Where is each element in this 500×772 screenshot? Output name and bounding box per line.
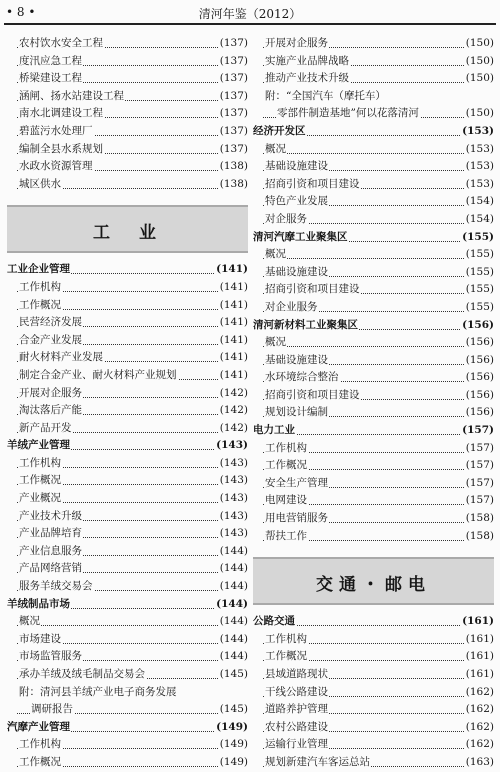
toc-entry[interactable] (7, 472, 248, 490)
toc-entry-title: 规划设计编制 (265, 406, 328, 419)
toc-entry[interactable] (253, 105, 494, 123)
toc-section-entry[interactable] (253, 229, 494, 247)
toc-entry[interactable] (253, 281, 494, 299)
toc-entry-title: 工业企业管理 (7, 263, 70, 276)
toc-entry-page: (144) (219, 543, 248, 561)
toc-entry-page: (153) (465, 176, 494, 194)
toc-entry-title: 开展对企服务 (19, 386, 82, 399)
toc-entry-page: (156) (465, 387, 494, 405)
toc-entry-page: (142) (219, 385, 248, 403)
toc-entry-title: 工作机构 (19, 456, 61, 469)
toc-entry[interactable] (7, 490, 248, 508)
book-title: 清河年鉴（2012） (198, 7, 302, 21)
toc-entry-title: 水政水资源管理 (19, 160, 93, 173)
toc-entry[interactable] (253, 631, 494, 649)
toc-entry-title: 度汛应急工程 (19, 54, 82, 67)
toc-entry-page: (158) (465, 528, 494, 546)
toc-entry-page: (161) (465, 666, 494, 684)
toc-entry-page: (156) (465, 404, 494, 422)
toc-entry-page: (145) (219, 666, 248, 684)
toc-entry[interactable] (253, 88, 494, 106)
toc-entry[interactable] (253, 299, 494, 317)
toc-entry[interactable] (7, 701, 248, 719)
toc-entry-title: 合金产业发展 (19, 333, 82, 346)
toc-entry[interactable] (7, 349, 248, 367)
toc-entry-title: 电网建设 (265, 494, 307, 507)
toc-entry-page: (157) (465, 440, 494, 458)
toc-entry-page: (137) (219, 88, 248, 106)
toc-entry[interactable] (253, 264, 494, 282)
toc-right-column (253, 35, 494, 772)
toc-entry-title: 羊绒产业管理 (7, 439, 70, 452)
toc-entry-title: 耐火材料产业发展 (19, 351, 103, 364)
toc-entry-title: 工作机构 (19, 738, 61, 751)
toc-entry-title: 经济开发区 (253, 124, 306, 137)
toc-entry[interactable] (7, 420, 248, 438)
toc-entry-title: 民营经济发展 (19, 316, 82, 329)
section-banner (253, 557, 494, 605)
toc-section-entry[interactable] (7, 719, 248, 737)
toc-entry-title: 调研报告 (31, 703, 73, 716)
toc-entry[interactable] (253, 193, 494, 211)
toc-entry-page: (143) (219, 525, 248, 543)
toc-entry-page: (143) (219, 472, 248, 490)
toc-entry-title: 运输行业管理 (265, 738, 328, 751)
toc-entry-page: (150) (465, 105, 494, 123)
toc-section-entry[interactable] (7, 437, 248, 455)
toc-entry[interactable] (7, 613, 248, 631)
toc-entry[interactable] (253, 53, 494, 71)
toc-entry-page: (143) (219, 490, 248, 508)
toc-entry[interactable] (253, 736, 494, 754)
toc-entry-page: (153) (461, 123, 494, 141)
toc-entry-title: 工作机构 (265, 441, 307, 454)
toc-entry-page: (149) (219, 736, 248, 754)
toc-entry[interactable] (253, 176, 494, 194)
toc-entry-title: 开展对企服务 (265, 37, 328, 49)
toc-entry-page: (143) (219, 455, 248, 473)
toc-entry[interactable] (253, 369, 494, 387)
toc-entry-page: (144) (219, 631, 248, 649)
toc-entry-page: (154) (465, 193, 494, 211)
toc-entry-page: (156) (465, 352, 494, 370)
toc-entry[interactable] (7, 648, 248, 666)
toc-entry-title: 概况 (19, 615, 40, 628)
toc-entry[interactable] (253, 387, 494, 405)
toc-entry-title: 基础设施建设 (265, 160, 328, 173)
toc-entry-page: (137) (219, 141, 248, 159)
toc-entry[interactable] (253, 684, 494, 702)
toc-entry-title: 制定合金产业、耐火材料产业规划 (19, 368, 177, 381)
toc-entry[interactable] (7, 508, 248, 526)
toc-entry-page: (141) (219, 279, 248, 297)
toc-entry-page: (156) (461, 317, 494, 335)
toc-entry[interactable] (7, 754, 248, 772)
toc-entry-title: 概况 (265, 336, 286, 349)
toc-entry-page: (144) (219, 578, 248, 596)
toc-entry[interactable] (253, 334, 494, 352)
toc-entry[interactable] (253, 246, 494, 264)
toc-entry-title: 招商引资和项目建设 (265, 388, 360, 401)
toc-entry-title: 干线公路建设 (265, 685, 328, 698)
toc-entry[interactable] (7, 736, 248, 754)
toc-entry-title: 产业概况 (19, 492, 61, 505)
toc-entry-page: (138) (219, 176, 248, 194)
toc-entry[interactable] (7, 70, 248, 88)
toc-entry-page: (144) (219, 613, 248, 631)
toc-entry-title: 工作概况 (19, 298, 61, 311)
toc-entry-title: 清河汽摩工业聚集区 (253, 230, 348, 243)
toc-entry[interactable] (7, 297, 248, 315)
toc-entry-page: (153) (465, 141, 494, 159)
toc-entry-page: (154) (465, 211, 494, 229)
toc-entry-page: (137) (219, 105, 248, 123)
toc-entry-title: 推动产业技术升级 (265, 72, 349, 85)
toc-entry-page: (155) (465, 281, 494, 299)
toc-entry-page: (162) (465, 719, 494, 737)
toc-entry-title: 帮扶工作 (265, 529, 307, 542)
toc-entry[interactable] (7, 332, 248, 350)
toc-entry-title: 工作概况 (265, 459, 307, 472)
toc-entry-title: 承办羊绒及绒毛制品交易会 (19, 668, 145, 680)
toc-entry-page: (155) (465, 264, 494, 282)
toc-entry-title: 汽摩产业管理 (7, 720, 70, 733)
toc-entry-title: 碧蓝污水处理厂 (19, 124, 93, 137)
toc-entry-page: (137) (219, 53, 248, 71)
toc-section-entry[interactable] (253, 422, 494, 440)
toc-entry-title: 基础设施建设 (265, 353, 328, 366)
toc-entry-title: 概况 (265, 142, 286, 155)
toc-entry-page: (153) (465, 158, 494, 176)
toc-entry-title: 工作概况 (19, 474, 61, 487)
toc-entry-page: (150) (465, 53, 494, 71)
toc-entry-title: 对企服务 (265, 212, 307, 225)
toc-entry-page: (158) (465, 510, 494, 528)
toc-entry-title: 招商引资和项目建设 (265, 283, 360, 296)
toc-entry-title: 公路交通 (253, 615, 295, 628)
toc-entry[interactable] (253, 211, 494, 229)
toc-entry[interactable] (253, 35, 494, 53)
toc-entry[interactable] (7, 560, 248, 578)
toc-entry[interactable] (7, 176, 248, 194)
toc-entry-page: (145) (219, 701, 248, 719)
toc-entry-title: 涵闸、扬水站建设工程 (19, 89, 124, 102)
toc-entry[interactable] (253, 510, 494, 528)
toc-entry[interactable] (7, 578, 248, 596)
toc-entry-title: 实施产业品牌战略 (265, 54, 349, 67)
toc-entry-title: 工作概况 (265, 650, 307, 663)
toc-entry-page: (162) (465, 684, 494, 702)
page-header (0, 0, 500, 22)
toc-entry-page: (155) (461, 229, 494, 247)
toc-entry[interactable] (7, 684, 248, 702)
toc-entry[interactable] (253, 701, 494, 719)
toc-entry[interactable] (253, 440, 494, 458)
toc-entry-title: 羊绒制品市场 (7, 597, 70, 610)
toc-entry-page: (157) (461, 422, 494, 440)
toc-entry-title: 概况 (265, 248, 286, 261)
toc-entry[interactable] (7, 158, 248, 176)
toc-section-entry[interactable] (7, 596, 248, 614)
toc-entry-title: 基础设施建设 (265, 265, 328, 278)
toc-entry[interactable] (7, 455, 248, 473)
toc-entry-page: (142) (219, 420, 248, 438)
toc-entry-page: (157) (465, 457, 494, 475)
toc-entry[interactable] (253, 475, 494, 493)
toc-entry-title: 清河新材料工业聚集区 (253, 318, 358, 331)
toc-entry-title: 安全生产管理 (265, 476, 328, 489)
toc-entry[interactable] (7, 666, 248, 684)
toc-entry-page: (141) (219, 297, 248, 315)
toc-section-entry[interactable] (253, 317, 494, 335)
section-banner-title: 交通・邮电 (316, 575, 431, 596)
toc-entry-title: 淘汰落后产能 (19, 404, 82, 417)
toc-entry-title: 规划新建汽车客运总站 (265, 755, 370, 768)
toc-entry-title: 产业技术升级 (19, 509, 82, 522)
toc-entry[interactable] (253, 648, 494, 666)
toc-entry-title: 新产品开发 (19, 421, 72, 434)
toc-entry-page: (155) (465, 299, 494, 317)
toc-entry-title: 附：清河县羊绒产业电子商务发展 (19, 685, 177, 698)
toc-entry-page: (163) (465, 754, 494, 772)
page-number: • 8 • (6, 5, 36, 19)
toc-entry[interactable] (253, 719, 494, 737)
toc-entry[interactable] (7, 314, 248, 332)
toc-entry-page: (144) (215, 596, 248, 614)
toc-entry-title: 特色产业发展 (265, 195, 328, 208)
toc-entry-title: 城区供水 (19, 177, 61, 190)
toc-entry-title: 招商引资和项目建设 (265, 177, 360, 190)
toc-entry-title: 水环境综合整治 (265, 371, 339, 384)
toc-entry[interactable] (7, 35, 248, 53)
toc-entry[interactable] (253, 492, 494, 510)
toc-entry[interactable] (253, 457, 494, 475)
toc-entry-title: 工作机构 (19, 280, 61, 293)
toc-entry-title: 南水北调建设工程 (19, 107, 103, 120)
toc-entry-page: (162) (465, 736, 494, 754)
toc-entry-page: (150) (465, 70, 494, 88)
header-rule (4, 23, 496, 25)
toc-entry-page: (157) (465, 492, 494, 510)
toc-entry[interactable] (253, 666, 494, 684)
toc-section-entry[interactable] (253, 613, 494, 631)
toc-entry-page: (156) (465, 334, 494, 352)
toc-entry[interactable] (7, 53, 248, 71)
toc-entry-title: 产业信息服务 (19, 544, 82, 557)
toc-entry-title: 用电营销服务 (265, 512, 328, 525)
toc-entry-page: (157) (465, 475, 494, 493)
toc-entry-page: (141) (215, 261, 248, 279)
toc-entry-title: 工作概况 (19, 755, 61, 768)
toc-entry-page: (141) (219, 349, 248, 367)
toc-entry-page: (144) (219, 560, 248, 578)
section-banner (7, 205, 248, 253)
toc-entry[interactable] (7, 631, 248, 649)
toc-entry-page: (144) (219, 648, 248, 666)
toc-entry-page: (142) (219, 402, 248, 420)
toc-entry[interactable] (7, 279, 248, 297)
toc-section-entry[interactable] (253, 123, 494, 141)
toc-section-entry[interactable] (7, 261, 248, 279)
toc-entry-page: (156) (465, 369, 494, 387)
toc-entry-page: (137) (219, 123, 248, 141)
toc-entry-title: 编制全县水系规划 (19, 142, 103, 155)
toc-entry-page: (149) (219, 754, 248, 772)
toc-entry-title: 县域道路现状 (265, 668, 328, 680)
toc-entry[interactable] (7, 123, 248, 141)
toc-entry-page: (161) (465, 648, 494, 666)
toc-entry[interactable] (253, 404, 494, 422)
toc-entry-page: (161) (461, 613, 494, 631)
toc-entry-page: (143) (215, 437, 248, 455)
toc-entry[interactable] (7, 525, 248, 543)
toc-entry-page: (138) (219, 158, 248, 176)
toc-entry[interactable] (7, 105, 248, 123)
toc-entry-title: 农村公路建设 (265, 720, 328, 733)
toc-entry-page: (161) (465, 631, 494, 649)
toc-entry-page: (143) (219, 508, 248, 526)
toc-entry[interactable] (7, 367, 248, 385)
toc-entry-title: 对企业服务 (265, 300, 318, 313)
toc-entry[interactable] (7, 141, 248, 159)
toc-entry-page: (149) (215, 719, 248, 737)
toc-entry[interactable] (253, 70, 494, 88)
section-banner-title: 工 业 (93, 223, 162, 244)
toc-entry-title: 产业品牌培育 (19, 527, 82, 540)
toc-entry-page: (141) (219, 332, 248, 350)
toc-entry[interactable] (253, 158, 494, 176)
toc-entry-title: 服务羊绒交易会 (19, 580, 93, 593)
toc-entry[interactable] (253, 754, 494, 772)
toc-entry-page: (155) (465, 246, 494, 264)
toc-entry[interactable] (7, 88, 248, 106)
toc-entry[interactable] (7, 402, 248, 420)
toc-entry-title: 零部件制造基地”何以花落清河 (277, 107, 419, 120)
toc-entry[interactable] (7, 385, 248, 403)
toc-entry-title: 农村饮水安全工程 (19, 37, 103, 49)
toc-entry-page: (137) (219, 35, 248, 53)
toc-entry-title: 道路养护管理 (265, 703, 328, 716)
toc-entry-title: 市场建设 (19, 632, 61, 645)
toc-entry-title: 桥梁建设工程 (19, 72, 82, 85)
toc-entry-title: 电力工业 (253, 424, 295, 437)
toc-entry-title: 市场监管服务 (19, 650, 82, 663)
toc-entry-page: (150) (465, 35, 494, 53)
toc-entry[interactable] (253, 141, 494, 159)
toc-left-column (7, 35, 248, 772)
toc-entry[interactable] (253, 528, 494, 546)
toc-entry-page: (137) (219, 70, 248, 88)
toc-entry-page: (141) (219, 367, 248, 385)
toc-entry-title: 产品网络营销 (19, 562, 82, 575)
toc-entry-page: (162) (465, 701, 494, 719)
toc-entry[interactable] (253, 352, 494, 370)
toc-entry[interactable] (7, 543, 248, 561)
toc-entry-title: 附：“全国汽车（摩托车） (265, 89, 386, 102)
toc-entry-title: 工作机构 (265, 632, 307, 645)
toc-entry-page: (141) (219, 314, 248, 332)
